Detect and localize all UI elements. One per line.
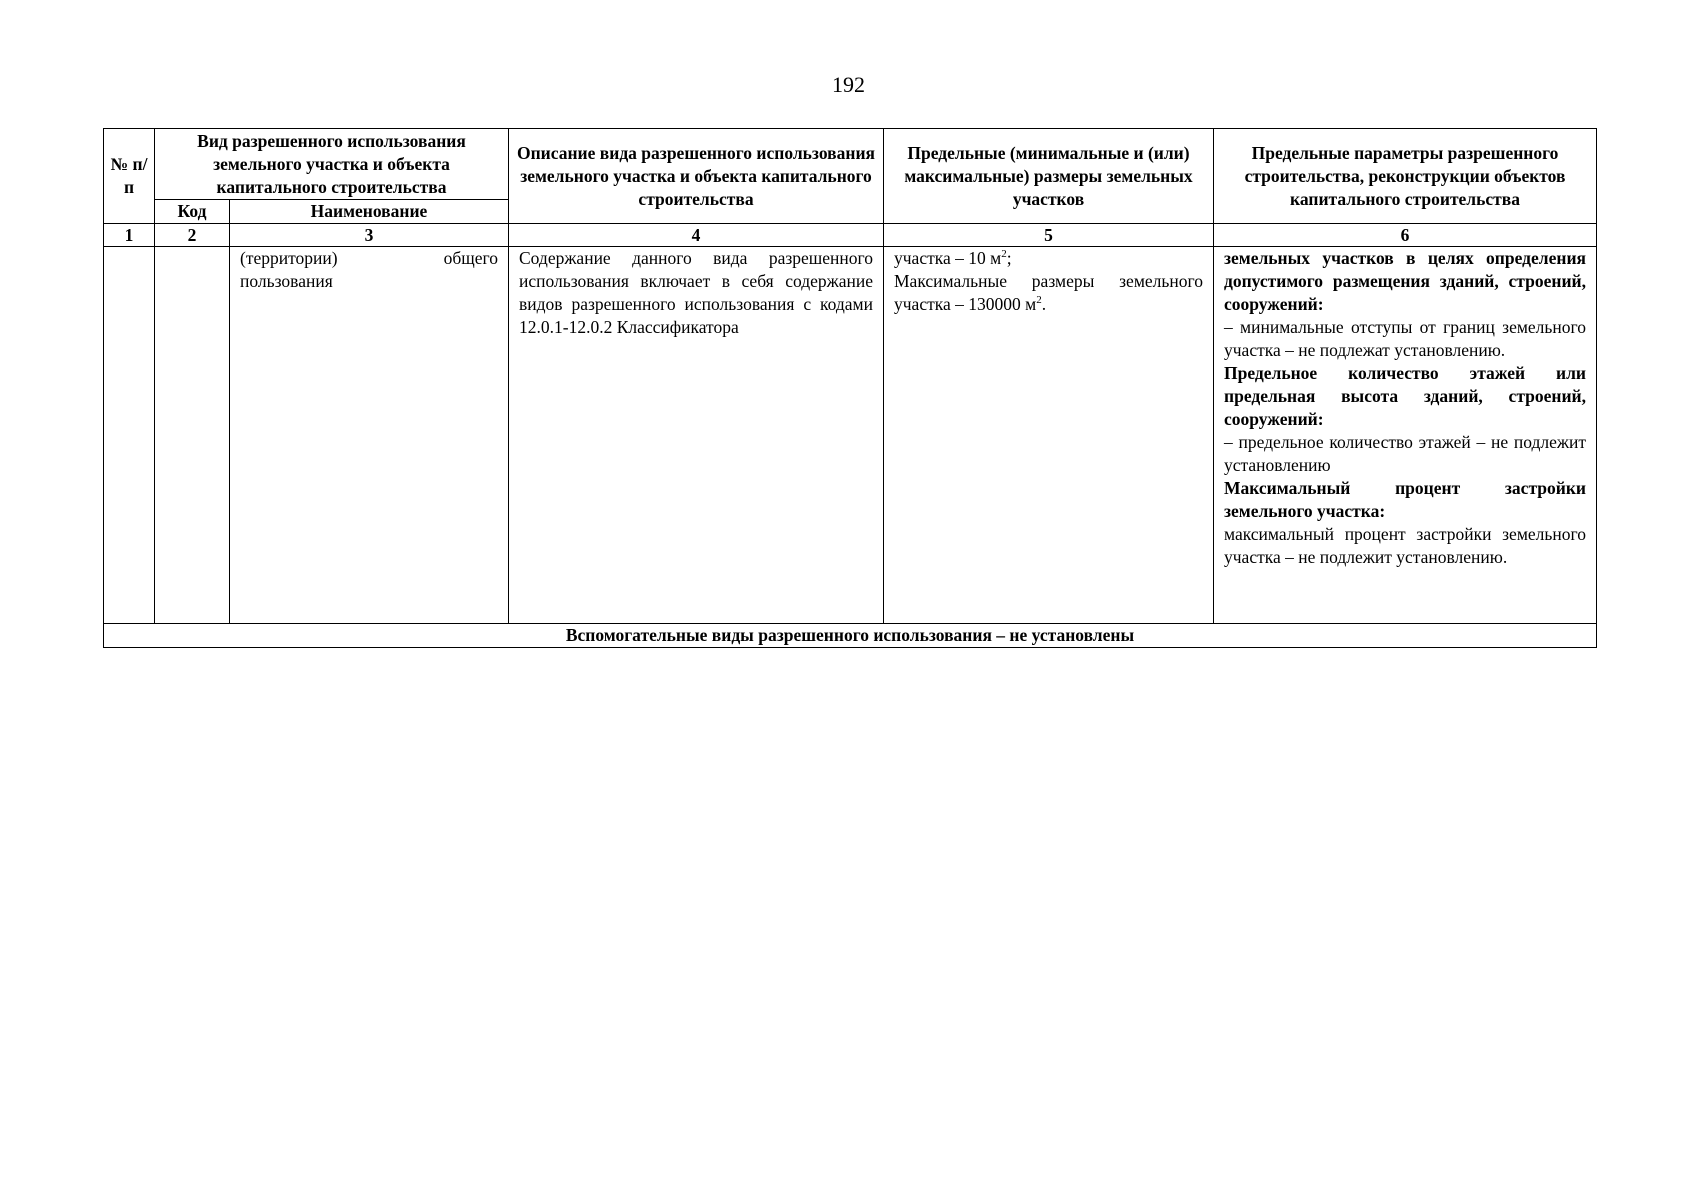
min-size: участка – 10 $м^2$;	[894, 248, 1012, 268]
column-number-6: 6	[1214, 224, 1597, 247]
cell-construction-parameters	[1214, 247, 1597, 624]
cell-name	[230, 247, 509, 624]
floors-heading: Предельное количество этажей или предельная высота зданий, строений, сооружений:	[1224, 363, 1586, 429]
header-plot-sizes: Предельные (минимальные и (или) максимальные) размеры земельных участков	[884, 129, 1214, 224]
header-number: № п/п	[104, 129, 155, 224]
page-number: 192	[832, 72, 865, 97]
header-description: Описание вида разрешенного использования земельного участка и объекта капитального строительства	[509, 129, 884, 224]
setback-value: – минимальные отступы от границ земельного участка – не подлежат установлению.	[1224, 317, 1586, 360]
column-number-2: 2	[155, 224, 230, 247]
auxiliary-uses-row: Вспомогательные виды разрешенного использования – не установлены	[104, 624, 1597, 648]
column-number-1: 1	[104, 224, 155, 247]
cell-name-line1: (территории) общего	[240, 248, 498, 268]
column-number-4: 4	[509, 224, 884, 247]
column-number-3: 3	[230, 224, 509, 247]
header-name: Наименование	[230, 200, 509, 224]
cell-plot-sizes	[884, 247, 1214, 624]
land-use-table	[103, 128, 1597, 648]
cell-description: Содержание данного вида разрешенного использования включает в себя содержание видов разрешенного использования с кодами 12.0.1-12.0.2 Классификатора	[509, 247, 884, 624]
cell-number	[104, 247, 155, 624]
coverage-heading: Максимальный процент застройки земельного участка:	[1224, 478, 1586, 521]
header-code: Код	[155, 200, 230, 224]
column-number-5: 5	[884, 224, 1214, 247]
header-construction-parameters: Предельные параметры разрешенного строительства, реконструкции объектов капитального строительства	[1214, 129, 1597, 224]
setback-heading: земельных участков в целях определения допустимого размещения зданий, строений, сооружений:	[1224, 248, 1586, 314]
max-size: Максимальные размеры земельного участка – 130000 $м^2$.	[894, 271, 1203, 314]
cell-name-line2: пользования	[240, 271, 333, 291]
floors-value: – предельное количество этажей – не подлежит установлению	[1224, 432, 1586, 475]
header-land-use-type: Вид разрешенного использования земельного участка и объекта капитального строительства	[155, 129, 509, 200]
cell-code	[155, 247, 230, 624]
table-row	[104, 247, 1597, 624]
coverage-value: максимальный процент застройки земельного участка – не подлежит установлению.	[1224, 524, 1586, 567]
